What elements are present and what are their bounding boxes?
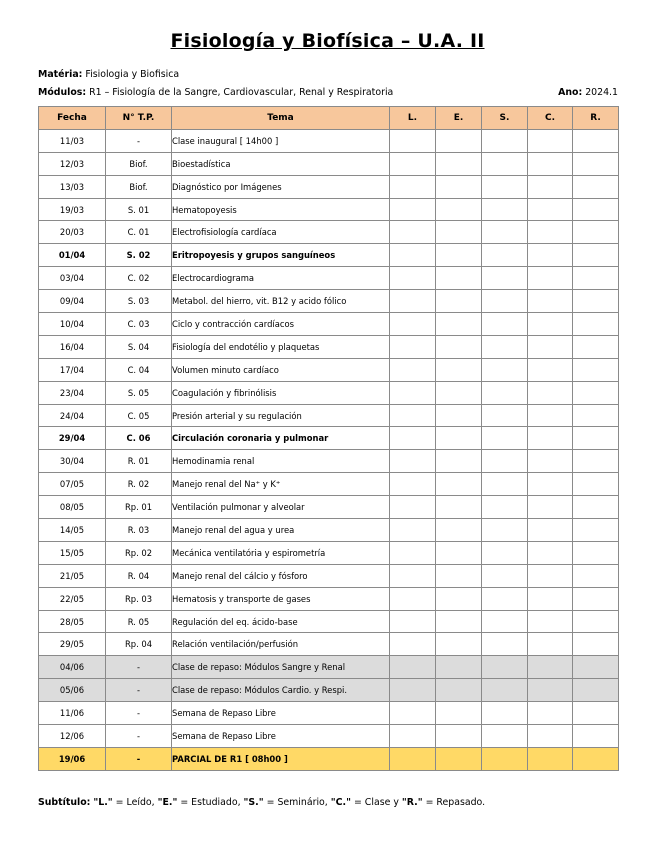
row-check-leido[interactable] xyxy=(390,450,436,473)
table-row xyxy=(39,290,619,313)
row-date: 03/04 xyxy=(39,267,106,290)
row-date: 07/05 xyxy=(39,473,106,496)
modules-line xyxy=(38,87,618,98)
row-check-estudiado[interactable] xyxy=(436,244,482,267)
row-check-repasado[interactable] xyxy=(573,656,619,679)
row-check-repasado[interactable] xyxy=(573,244,619,267)
row-check-seminario[interactable] xyxy=(482,656,528,679)
row-check-repasado[interactable] xyxy=(573,519,619,542)
row-check-clase[interactable] xyxy=(528,152,573,175)
row-check-clase[interactable] xyxy=(528,381,573,404)
row-date: 21/05 xyxy=(39,564,106,587)
row-check-estudiado[interactable] xyxy=(436,198,482,221)
row-check-seminario[interactable] xyxy=(482,633,528,656)
row-check-repasado[interactable] xyxy=(573,129,619,152)
row-check-estudiado[interactable] xyxy=(436,427,482,450)
row-check-repasado[interactable] xyxy=(573,450,619,473)
row-check-estudiado[interactable] xyxy=(436,175,482,198)
row-check-seminario[interactable] xyxy=(482,358,528,381)
row-check-clase[interactable] xyxy=(528,290,573,313)
row-check-repasado[interactable] xyxy=(573,175,619,198)
row-check-leido[interactable] xyxy=(390,656,436,679)
table-row xyxy=(39,747,619,770)
row-tp-number: R. 02 xyxy=(106,473,172,496)
row-date: 13/03 xyxy=(39,175,106,198)
row-check-repasado[interactable] xyxy=(573,633,619,656)
row-check-leido[interactable] xyxy=(390,473,436,496)
table-row xyxy=(39,679,619,702)
row-check-seminario[interactable] xyxy=(482,610,528,633)
table-row xyxy=(39,702,619,725)
row-date: 15/05 xyxy=(39,541,106,564)
row-check-estudiado[interactable] xyxy=(436,496,482,519)
row-check-estudiado[interactable] xyxy=(436,725,482,748)
legend-key-r: "R." xyxy=(401,797,423,808)
legend-text-r: = Repasado. xyxy=(422,797,486,808)
table-row xyxy=(39,175,619,198)
row-check-leido[interactable] xyxy=(390,404,436,427)
row-topic: Semana de Repaso Libre xyxy=(172,702,390,725)
row-tp-number: S. 03 xyxy=(106,290,172,313)
row-check-leido[interactable] xyxy=(390,496,436,519)
row-topic: Ventilación pulmonar y alveolar xyxy=(172,496,390,519)
table-row xyxy=(39,450,619,473)
row-topic: Circulación coronaria y pulmonar xyxy=(172,427,390,450)
row-check-clase[interactable] xyxy=(528,335,573,358)
row-check-seminario[interactable] xyxy=(482,496,528,519)
legend-text-l: = Leído, xyxy=(112,797,158,808)
row-check-seminario[interactable] xyxy=(482,152,528,175)
row-topic: Hematosis y transporte de gases xyxy=(172,587,390,610)
row-check-seminario[interactable] xyxy=(482,129,528,152)
row-topic: Semana de Repaso Libre xyxy=(172,725,390,748)
legend-text-e: = Estudiado, xyxy=(177,797,244,808)
row-topic: Diagnóstico por Imágenes xyxy=(172,175,390,198)
row-check-seminario[interactable] xyxy=(482,473,528,496)
row-check-estudiado[interactable] xyxy=(436,290,482,313)
row-topic: Manejo renal del cálcio y fósforo xyxy=(172,564,390,587)
row-check-seminario[interactable] xyxy=(482,427,528,450)
row-check-repasado[interactable] xyxy=(573,221,619,244)
row-check-estudiado[interactable] xyxy=(436,679,482,702)
row-check-seminario[interactable] xyxy=(482,564,528,587)
row-topic: Clase inaugural [ 14h00 ] xyxy=(172,129,390,152)
row-topic: Presión arterial y su regulación xyxy=(172,404,390,427)
row-check-clase[interactable] xyxy=(528,244,573,267)
row-check-seminario[interactable] xyxy=(482,267,528,290)
row-topic: Fisiología del endotélio y plaquetas xyxy=(172,335,390,358)
row-check-estudiado[interactable] xyxy=(436,221,482,244)
table-row xyxy=(39,427,619,450)
row-tp-number: Rp. 02 xyxy=(106,541,172,564)
row-check-clase[interactable] xyxy=(528,496,573,519)
legend-key-l: "L." xyxy=(93,797,113,808)
row-date: 19/06 xyxy=(39,747,106,770)
table-row xyxy=(39,267,619,290)
row-check-clase[interactable] xyxy=(528,313,573,336)
row-tp-number: C. 02 xyxy=(106,267,172,290)
row-check-repasado[interactable] xyxy=(573,404,619,427)
row-check-seminario[interactable] xyxy=(482,221,528,244)
row-check-seminario[interactable] xyxy=(482,198,528,221)
row-check-estudiado[interactable] xyxy=(436,564,482,587)
row-check-estudiado[interactable] xyxy=(436,541,482,564)
row-tp-number: C. 06 xyxy=(106,427,172,450)
legend-text-s: = Seminário, xyxy=(263,797,331,808)
row-check-seminario[interactable] xyxy=(482,404,528,427)
row-tp-number: S. 04 xyxy=(106,335,172,358)
table-row xyxy=(39,221,619,244)
subject-line xyxy=(38,69,179,80)
row-check-clase[interactable] xyxy=(528,129,573,152)
row-check-clase[interactable] xyxy=(528,404,573,427)
header-seminario: S. xyxy=(482,107,528,130)
row-check-estudiado[interactable] xyxy=(436,313,482,336)
row-check-estudiado[interactable] xyxy=(436,335,482,358)
row-check-leido[interactable] xyxy=(390,633,436,656)
row-check-seminario[interactable] xyxy=(482,747,528,770)
page-title: Fisiología y Biofísica – U.A. II xyxy=(170,30,485,52)
header-leido: L. xyxy=(390,107,436,130)
row-topic: PARCIAL DE R1 [ 08h00 ] xyxy=(172,747,390,770)
row-check-estudiado[interactable] xyxy=(436,747,482,770)
row-topic: Mecánica ventilatória y espirometría xyxy=(172,541,390,564)
row-check-repasado[interactable] xyxy=(573,587,619,610)
row-date: 12/03 xyxy=(39,152,106,175)
table-row xyxy=(39,381,619,404)
row-check-repasado[interactable] xyxy=(573,381,619,404)
table-row xyxy=(39,610,619,633)
legend-key-s: "S." xyxy=(243,797,264,808)
row-date: 24/04 xyxy=(39,404,106,427)
table-row xyxy=(39,564,619,587)
row-tp-number: - xyxy=(106,725,172,748)
row-date: 04/06 xyxy=(39,656,106,679)
row-topic: Manejo renal del agua y urea xyxy=(172,519,390,542)
row-check-leido[interactable] xyxy=(390,221,436,244)
row-check-leido[interactable] xyxy=(390,244,436,267)
row-check-repasado[interactable] xyxy=(573,198,619,221)
row-check-estudiado[interactable] xyxy=(436,519,482,542)
row-tp-number: - xyxy=(106,129,172,152)
modules-value: R1 – Fisiología de la Sangre, Cardiovascular, Renal y Respiratoria xyxy=(89,87,394,98)
header-clase: C. xyxy=(528,107,573,130)
row-check-clase[interactable] xyxy=(528,450,573,473)
row-topic: Regulación del eq. ácido-base xyxy=(172,610,390,633)
row-check-estudiado[interactable] xyxy=(436,358,482,381)
row-tp-number: - xyxy=(106,679,172,702)
subject-value: Fisiologia y Biofisica xyxy=(85,69,180,80)
row-date: 16/04 xyxy=(39,335,106,358)
row-topic: Metabol. del hierro, vit. B12 y acido fólico xyxy=(172,290,390,313)
row-check-repasado[interactable] xyxy=(573,313,619,336)
row-check-leido[interactable] xyxy=(390,587,436,610)
row-check-repasado[interactable] xyxy=(573,679,619,702)
table-row xyxy=(39,313,619,336)
row-check-estudiado[interactable] xyxy=(436,129,482,152)
row-check-leido[interactable] xyxy=(390,198,436,221)
row-tp-number: S. 01 xyxy=(106,198,172,221)
row-topic: Hematopoyesis xyxy=(172,198,390,221)
row-check-seminario[interactable] xyxy=(482,244,528,267)
row-date: 11/03 xyxy=(39,129,106,152)
row-check-clase[interactable] xyxy=(528,358,573,381)
row-check-seminario[interactable] xyxy=(482,290,528,313)
row-check-clase[interactable] xyxy=(528,175,573,198)
row-check-repasado[interactable] xyxy=(573,290,619,313)
row-check-repasado[interactable] xyxy=(573,496,619,519)
row-check-leido[interactable] xyxy=(390,564,436,587)
row-check-clase[interactable] xyxy=(528,702,573,725)
row-check-clase[interactable] xyxy=(528,427,573,450)
row-check-repasado[interactable] xyxy=(573,335,619,358)
row-date: 19/03 xyxy=(39,198,106,221)
row-check-seminario[interactable] xyxy=(482,175,528,198)
legend-text-c: = Clase y xyxy=(350,797,402,808)
row-tp-number: Biof. xyxy=(106,152,172,175)
row-check-leido[interactable] xyxy=(390,358,436,381)
row-date: 22/05 xyxy=(39,587,106,610)
row-check-clase[interactable] xyxy=(528,633,573,656)
row-check-leido[interactable] xyxy=(390,381,436,404)
table-row xyxy=(39,358,619,381)
modules-label: Módulos: xyxy=(38,87,87,98)
row-check-clase[interactable] xyxy=(528,473,573,496)
row-topic: Coagulación y fibrinólisis xyxy=(172,381,390,404)
table-row xyxy=(39,129,619,152)
row-tp-number: R. 05 xyxy=(106,610,172,633)
row-check-leido[interactable] xyxy=(390,519,436,542)
table-row xyxy=(39,198,619,221)
row-check-repasado[interactable] xyxy=(573,267,619,290)
table-row xyxy=(39,541,619,564)
row-check-repasado[interactable] xyxy=(573,702,619,725)
row-date: 29/05 xyxy=(39,633,106,656)
row-tp-number: R. 04 xyxy=(106,564,172,587)
row-check-seminario[interactable] xyxy=(482,450,528,473)
row-date: 09/04 xyxy=(39,290,106,313)
row-date: 20/03 xyxy=(39,221,106,244)
row-check-leido[interactable] xyxy=(390,725,436,748)
row-check-clase[interactable] xyxy=(528,519,573,542)
row-tp-number: Rp. 01 xyxy=(106,496,172,519)
row-check-seminario[interactable] xyxy=(482,679,528,702)
row-check-estudiado[interactable] xyxy=(436,702,482,725)
row-date: 28/05 xyxy=(39,610,106,633)
legend xyxy=(38,797,485,808)
row-check-clase[interactable] xyxy=(528,679,573,702)
row-tp-number: S. 05 xyxy=(106,381,172,404)
row-check-clase[interactable] xyxy=(528,198,573,221)
table-row xyxy=(39,404,619,427)
row-check-seminario[interactable] xyxy=(482,541,528,564)
row-check-estudiado[interactable] xyxy=(436,404,482,427)
row-check-leido[interactable] xyxy=(390,152,436,175)
row-check-estudiado[interactable] xyxy=(436,450,482,473)
table-row xyxy=(39,633,619,656)
row-check-clase[interactable] xyxy=(528,747,573,770)
row-topic: Ciclo y contracción cardíacos xyxy=(172,313,390,336)
table-row xyxy=(39,587,619,610)
row-tp-number: - xyxy=(106,702,172,725)
row-date: 08/05 xyxy=(39,496,106,519)
row-tp-number: Biof. xyxy=(106,175,172,198)
header-tema: Tema xyxy=(172,107,390,130)
row-topic: Clase de repaso: Módulos Sangre y Renal xyxy=(172,656,390,679)
row-check-leido[interactable] xyxy=(390,129,436,152)
row-check-estudiado[interactable] xyxy=(436,633,482,656)
header-repasado: R. xyxy=(573,107,619,130)
row-date: 10/04 xyxy=(39,313,106,336)
row-date: 23/04 xyxy=(39,381,106,404)
row-date: 17/04 xyxy=(39,358,106,381)
row-check-repasado[interactable] xyxy=(573,358,619,381)
row-tp-number: S. 02 xyxy=(106,244,172,267)
schedule-table xyxy=(38,106,619,771)
row-check-seminario[interactable] xyxy=(482,335,528,358)
row-date: 14/05 xyxy=(39,519,106,542)
row-check-clase[interactable] xyxy=(528,564,573,587)
table-row xyxy=(39,244,619,267)
row-check-leido[interactable] xyxy=(390,313,436,336)
row-topic: Eritropoyesis y grupos sanguíneos xyxy=(172,244,390,267)
row-check-leido[interactable] xyxy=(390,175,436,198)
row-check-repasado[interactable] xyxy=(573,541,619,564)
row-date: 29/04 xyxy=(39,427,106,450)
row-date: 30/04 xyxy=(39,450,106,473)
row-check-repasado[interactable] xyxy=(573,725,619,748)
legend-key-e: "E." xyxy=(157,797,178,808)
row-topic: Hemodinamia renal xyxy=(172,450,390,473)
row-date: 05/06 xyxy=(39,679,106,702)
row-check-estudiado[interactable] xyxy=(436,610,482,633)
row-check-estudiado[interactable] xyxy=(436,656,482,679)
row-topic: Volumen minuto cardíaco xyxy=(172,358,390,381)
row-check-repasado[interactable] xyxy=(573,152,619,175)
row-check-leido[interactable] xyxy=(390,427,436,450)
row-check-estudiado[interactable] xyxy=(436,152,482,175)
table-row xyxy=(39,496,619,519)
row-check-leido[interactable] xyxy=(390,610,436,633)
header-fecha: Fecha xyxy=(39,107,106,130)
row-tp-number: C. 05 xyxy=(106,404,172,427)
row-check-estudiado[interactable] xyxy=(436,587,482,610)
row-check-seminario[interactable] xyxy=(482,313,528,336)
row-check-leido[interactable] xyxy=(390,335,436,358)
row-tp-number: Rp. 04 xyxy=(106,633,172,656)
row-check-seminario[interactable] xyxy=(482,381,528,404)
row-topic: Relación ventilación/perfusión xyxy=(172,633,390,656)
table-row xyxy=(39,335,619,358)
year-field xyxy=(558,87,618,98)
table-row xyxy=(39,656,619,679)
table-row xyxy=(39,725,619,748)
row-check-repasado[interactable] xyxy=(573,747,619,770)
row-check-clase[interactable] xyxy=(528,587,573,610)
subject-label: Matéria: xyxy=(38,69,83,80)
row-check-seminario[interactable] xyxy=(482,702,528,725)
row-check-seminario[interactable] xyxy=(482,519,528,542)
table-header-row xyxy=(39,107,619,130)
row-tp-number: - xyxy=(106,656,172,679)
row-check-clase[interactable] xyxy=(528,656,573,679)
row-tp-number: C. 01 xyxy=(106,221,172,244)
row-topic: Electrocardiograma xyxy=(172,267,390,290)
row-topic: Bioestadística xyxy=(172,152,390,175)
year-label: Ano: xyxy=(558,87,583,98)
row-check-leido[interactable] xyxy=(390,679,436,702)
row-check-clase[interactable] xyxy=(528,725,573,748)
legend-label: Subtítulo: xyxy=(38,797,91,808)
row-tp-number: R. 01 xyxy=(106,450,172,473)
row-check-repasado[interactable] xyxy=(573,427,619,450)
row-topic: Manejo renal del Na⁺ y K⁺ xyxy=(172,473,390,496)
header-estudiado: E. xyxy=(436,107,482,130)
row-date: 11/06 xyxy=(39,702,106,725)
year-value: 2024.1 xyxy=(585,87,618,98)
row-topic: Electrofisiología cardíaca xyxy=(172,221,390,244)
legend-key-c: "C." xyxy=(330,797,351,808)
row-check-repasado[interactable] xyxy=(573,473,619,496)
row-check-estudiado[interactable] xyxy=(436,381,482,404)
row-check-leido[interactable] xyxy=(390,290,436,313)
row-check-leido[interactable] xyxy=(390,702,436,725)
row-date: 01/04 xyxy=(39,244,106,267)
header-tp: N° T.P. xyxy=(106,107,172,130)
table-row xyxy=(39,473,619,496)
row-check-leido[interactable] xyxy=(390,541,436,564)
row-check-clase[interactable] xyxy=(528,267,573,290)
row-check-repasado[interactable] xyxy=(573,564,619,587)
row-tp-number: - xyxy=(106,747,172,770)
row-tp-number: C. 03 xyxy=(106,313,172,336)
row-topic: Clase de repaso: Módulos Cardio. y Respi. xyxy=(172,679,390,702)
row-tp-number: C. 04 xyxy=(106,358,172,381)
row-check-repasado[interactable] xyxy=(573,610,619,633)
row-check-clase[interactable] xyxy=(528,541,573,564)
row-tp-number: Rp. 03 xyxy=(106,587,172,610)
row-check-leido[interactable] xyxy=(390,747,436,770)
row-date: 12/06 xyxy=(39,725,106,748)
row-check-clase[interactable] xyxy=(528,221,573,244)
row-tp-number: R. 03 xyxy=(106,519,172,542)
row-check-seminario[interactable] xyxy=(482,725,528,748)
row-check-clase[interactable] xyxy=(528,610,573,633)
table-row xyxy=(39,519,619,542)
row-check-seminario[interactable] xyxy=(482,587,528,610)
table-row xyxy=(39,152,619,175)
row-check-estudiado[interactable] xyxy=(436,473,482,496)
row-check-leido[interactable] xyxy=(390,267,436,290)
row-check-estudiado[interactable] xyxy=(436,267,482,290)
